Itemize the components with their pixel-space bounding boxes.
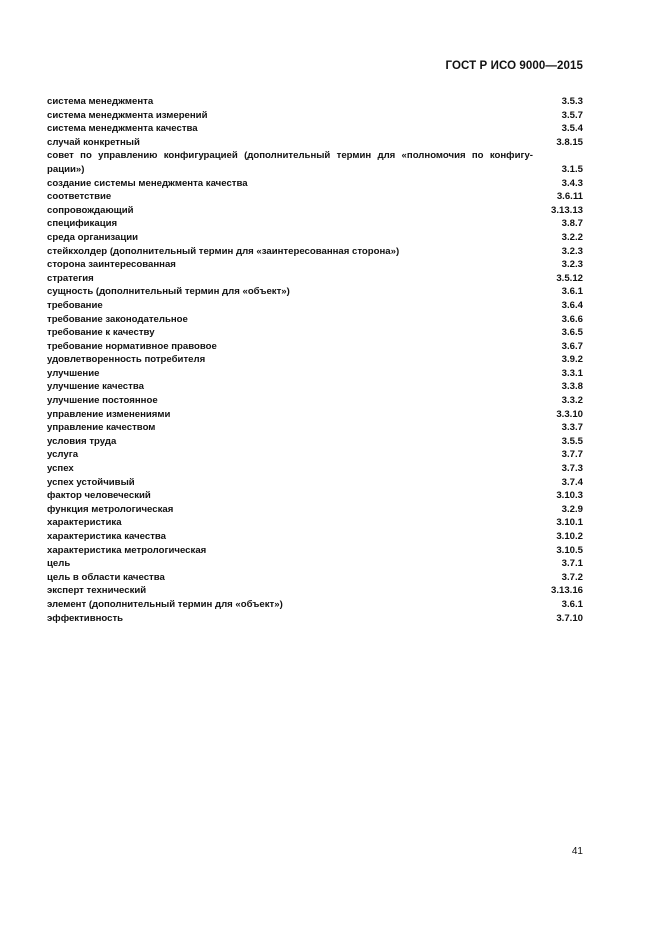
document-header: ГОСТ Р ИСО 9000—2015	[445, 60, 583, 72]
index-reference: 3.6.5	[561, 327, 583, 339]
index-entry	[47, 489, 583, 503]
index-reference: 3.4.3	[561, 177, 583, 189]
index-term: успех устойчивый	[47, 476, 135, 488]
index-reference: 3.13.13	[550, 204, 583, 216]
index-reference: 3.3.8	[561, 381, 583, 393]
index-term: среда организации	[47, 231, 139, 243]
index-entry	[47, 149, 583, 176]
index-reference: 3.5.12	[556, 272, 583, 284]
index-entry	[47, 340, 583, 354]
index-term: фактор человеческий	[47, 490, 151, 502]
index-term: управление качеством	[47, 422, 156, 434]
index-term: соответствие	[47, 191, 112, 203]
index-entry	[47, 612, 583, 626]
index-term: улучшение постоянное	[47, 395, 158, 407]
index-reference: 3.6.11	[556, 191, 583, 203]
index-entry	[47, 326, 583, 340]
index-entry	[47, 177, 583, 191]
index-term: улучшение качества	[47, 381, 144, 393]
index-entry	[47, 557, 583, 571]
index-term: характеристика	[47, 517, 122, 529]
index-term: случай конкретный	[47, 136, 140, 148]
index-reference: 3.5.4	[561, 123, 583, 135]
index-reference: 3.3.2	[561, 395, 583, 407]
index-entry	[47, 544, 583, 558]
index-entry	[47, 598, 583, 612]
index-entry	[47, 448, 583, 462]
index-term: эффективность	[47, 612, 124, 624]
index-entry	[47, 136, 583, 150]
index-term: элемент (дополнительный термин для «объект»)	[47, 598, 283, 610]
index-entry	[47, 571, 583, 585]
index-reference: 3.7.10	[556, 612, 583, 624]
index-entry	[47, 394, 583, 408]
index-reference: 3.5.3	[561, 96, 583, 107]
index-reference: 3.5.5	[561, 435, 583, 447]
index-term: система менеджмента качества	[47, 123, 198, 135]
index-reference: 3.6.4	[561, 299, 583, 311]
index-term: эксперт технический	[47, 585, 147, 597]
index-entry	[47, 122, 583, 136]
index-term: требование	[47, 299, 103, 311]
index-entry	[47, 272, 583, 286]
term-index-list	[47, 95, 583, 625]
index-reference: 3.6.7	[561, 340, 583, 352]
index-term: требование к качеству	[47, 327, 155, 339]
index-entry	[47, 408, 583, 422]
index-entry	[47, 109, 583, 123]
index-reference: 3.2.2	[561, 231, 583, 243]
index-reference: 3.5.7	[561, 109, 583, 121]
index-entry	[47, 476, 583, 490]
index-term: характеристика метрологическая	[47, 544, 207, 556]
index-term: стейкхолдер (дополнительный термин для «заинтересованная сторона»)	[47, 245, 400, 257]
index-term: услуга	[47, 449, 79, 461]
index-term: удовлетворенность потребителя	[47, 354, 206, 366]
index-term: функция метрологическая	[47, 503, 174, 515]
index-reference: 3.10.5	[556, 544, 583, 556]
index-entry	[47, 231, 583, 245]
index-entry	[47, 95, 583, 109]
index-reference: 3.6.1	[561, 598, 583, 610]
index-entry	[47, 190, 583, 204]
index-term: цель в области качества	[47, 571, 165, 583]
index-term: создание системы менеджмента качества	[47, 177, 248, 189]
index-entry	[47, 217, 583, 231]
index-reference: 3.3.7	[561, 422, 583, 434]
index-reference: 3.7.7	[561, 449, 583, 461]
index-term: сопровождающий	[47, 204, 134, 216]
index-term: условия труда	[47, 435, 117, 447]
index-term: стратегия	[47, 272, 94, 284]
index-term: требование нормативное правовое	[47, 340, 217, 352]
index-term: цель	[47, 558, 71, 570]
index-reference: 3.2.3	[561, 245, 583, 257]
index-entry	[47, 421, 583, 435]
index-entry	[47, 462, 583, 476]
index-entry	[47, 258, 583, 272]
index-reference: 3.8.15	[556, 136, 583, 148]
index-entry	[47, 367, 583, 381]
index-reference: 3.10.3	[556, 490, 583, 502]
page-number: 41	[571, 846, 583, 857]
index-reference: 3.2.9	[561, 503, 583, 515]
index-entry	[47, 353, 583, 367]
index-term: управление изменениями	[47, 408, 171, 420]
index-term: сущность (дополнительный термин для «объект»)	[47, 286, 290, 298]
index-term: требование законодательное	[47, 313, 188, 325]
index-reference: 3.13.16	[550, 585, 583, 597]
index-entry	[47, 204, 583, 218]
index-term: характеристика качества	[47, 531, 167, 542]
index-reference: 3.7.2	[561, 571, 583, 583]
index-entry	[47, 584, 583, 598]
index-term: успех	[47, 463, 74, 475]
index-reference: 3.6.6	[561, 313, 583, 325]
index-reference: 3.7.4	[561, 476, 583, 488]
index-term: совет по управлению конфигурацией (дополнительный термин для «полномочия по конфигу-рации»)	[47, 150, 533, 175]
index-entry	[47, 380, 583, 394]
index-entry	[47, 245, 583, 259]
index-term: система менеджмента измерений	[47, 109, 208, 121]
index-entry	[47, 313, 583, 327]
index-reference: 3.7.3	[561, 463, 583, 475]
index-term: спецификация	[47, 218, 118, 230]
index-entry	[47, 516, 583, 530]
index-reference: 3.2.3	[561, 259, 583, 271]
index-reference: 3.3.10	[556, 408, 583, 420]
index-reference: 3.8.7	[561, 218, 583, 230]
index-reference: 3.3.1	[561, 367, 583, 379]
index-reference: 3.10.1	[556, 517, 583, 529]
index-entry	[47, 299, 583, 313]
index-reference: 3.7.1	[561, 558, 583, 570]
index-entry	[47, 530, 583, 544]
index-reference: 3.1.5	[561, 163, 583, 175]
index-reference: 3.6.1	[561, 286, 583, 298]
index-term: сторона заинтересованная	[47, 259, 176, 271]
index-entry	[47, 435, 583, 449]
index-reference: 3.9.2	[561, 354, 583, 366]
index-entry	[47, 285, 583, 299]
index-reference: 3.10.2	[556, 531, 583, 542]
index-term: система менеджмента	[47, 96, 154, 107]
index-entry	[47, 503, 583, 517]
index-term: улучшение	[47, 367, 100, 379]
